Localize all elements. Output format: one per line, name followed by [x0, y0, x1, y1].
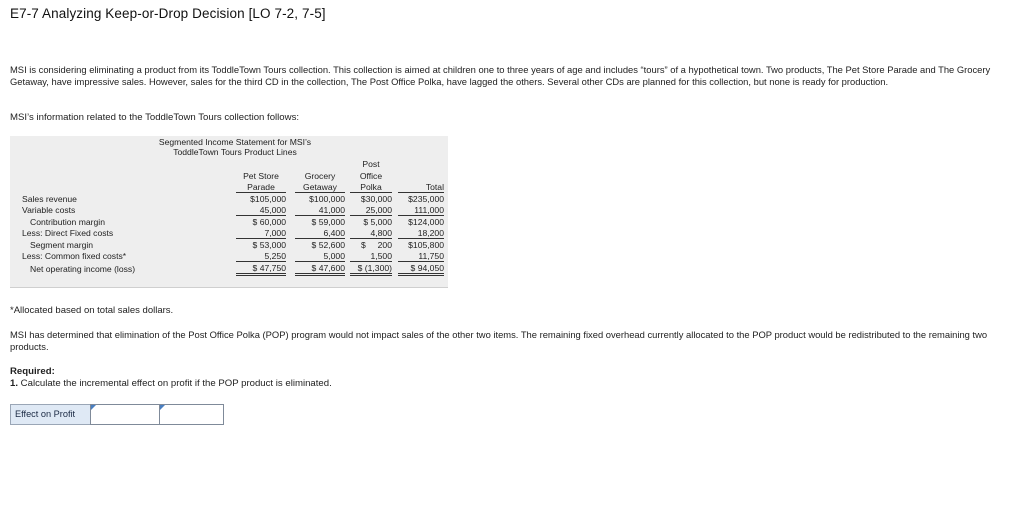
cell-variable-post: 25,000 [350, 205, 392, 216]
cell-common-fixed-post: 1,500 [350, 251, 392, 262]
cell-segment-grocery: $ 52,600 [311, 240, 345, 250]
row-label-sales: Sales revenue [22, 194, 77, 204]
cell-common-fixed-pet: 5,250 [236, 251, 286, 262]
footnote: *Allocated based on total sales dollars. [10, 305, 174, 316]
cell-direct-fixed-grocery: 6,400 [295, 228, 345, 239]
row-label-common-fixed: Less: Common fixed costs* [22, 251, 127, 261]
cell-net-post: $ (1,300) [350, 263, 392, 276]
statement-heading-line2: ToddleTown Tours Product Lines [173, 147, 297, 157]
cell-net-pet: $ 47,750 [236, 263, 286, 276]
cell-common-fixed-grocery: 5,000 [295, 251, 345, 262]
col-header-post-3: Polka [350, 182, 392, 193]
cell-net-total: $ 94,050 [398, 263, 444, 276]
cell-variable-total: 111,000 [398, 205, 444, 216]
effect-on-profit-input-1[interactable] [90, 404, 160, 425]
required-label: Required: [10, 366, 55, 377]
cell-segment-post: $ 200 [360, 240, 392, 250]
statement-heading-line1: Segmented Income Statement for MSI’s [158, 137, 312, 147]
assumption-paragraph: MSI has determined that elimination of the Post Office Polka (POP) program would not impact sales of the other two items. The remaining fixed overhead currently allocated to the POP product would be redistributed to the remaining two products. [10, 329, 988, 353]
cell-direct-fixed-total: 18,200 [398, 228, 444, 239]
cell-sales-pet: $105,000 [250, 194, 286, 204]
required-item-1 [10, 378, 332, 389]
cell-sales-grocery: $100,000 [309, 194, 345, 204]
row-label-contribution: Contribution margin [30, 217, 105, 227]
effect-on-profit-label: Effect on Profit [10, 404, 94, 425]
cell-segment-pet: $ 53,000 [252, 240, 286, 250]
cell-net-grocery: $ 47,600 [295, 263, 345, 276]
required-item-text: Calculate the incremental effect on profit if the POP product is eliminated. [18, 378, 332, 389]
input-2-corner-marker-icon [160, 405, 165, 410]
row-label-variable: Variable costs [22, 205, 76, 215]
col-header-pet-1: Pet Store [243, 171, 279, 181]
page-title: E7-7 Analyzing Keep-or-Drop Decision [LO 7-2, 7-5] [10, 6, 326, 21]
cell-segment-total: $105,800 [408, 240, 444, 250]
col-header-pet-2: Parade [236, 182, 286, 193]
row-label-net-income: Net operating income (loss) [30, 264, 136, 274]
cell-contribution-grocery: $ 59,000 [311, 217, 345, 227]
row-label-direct-fixed: Less: Direct Fixed costs [22, 228, 114, 238]
required-item-number: 1. [10, 378, 19, 389]
cell-direct-fixed-post: 4,800 [350, 228, 392, 239]
info-line: MSI’s information related to the ToddleTown Tours collection follows: [10, 112, 300, 123]
cell-variable-pet: 45,000 [236, 205, 286, 216]
col-header-post-1: Post [362, 159, 380, 169]
cell-variable-grocery: 41,000 [295, 205, 345, 216]
cell-contribution-total: $124,000 [408, 217, 444, 227]
col-header-post-2: Office [359, 171, 383, 181]
cell-direct-fixed-pet: 7,000 [236, 228, 286, 239]
cell-sales-total: $235,000 [408, 194, 444, 204]
cell-common-fixed-total: 11,750 [398, 251, 444, 262]
col-header-total: Total [398, 182, 444, 193]
effect-on-profit-input-2[interactable] [159, 404, 224, 425]
col-header-grocery-1: Grocery [304, 171, 336, 181]
col-header-grocery-2: Getaway [295, 182, 345, 193]
segmented-income-statement [10, 136, 448, 288]
cell-sales-post: $30,000 [360, 194, 392, 204]
cell-contribution-pet: $ 60,000 [252, 217, 286, 227]
problem-intro: MSI is considering eliminating a product from its ToddleTown Tours collection. This collection is aimed at children one to three years of age and includes “tours” of a hypothetical town. Two products, The Pet Store Parade and The Grocery Getaway, have impressive sales. However, sales for the third CD in the collection, The Post Office Polka, have lagged the others. Several other CDs are planned for this collection, but none is ready for production. [10, 64, 991, 88]
cell-contribution-post: $ 5,000 [363, 217, 392, 227]
row-label-segment-margin: Segment margin [30, 240, 94, 250]
input-1-corner-marker-icon [91, 405, 96, 410]
